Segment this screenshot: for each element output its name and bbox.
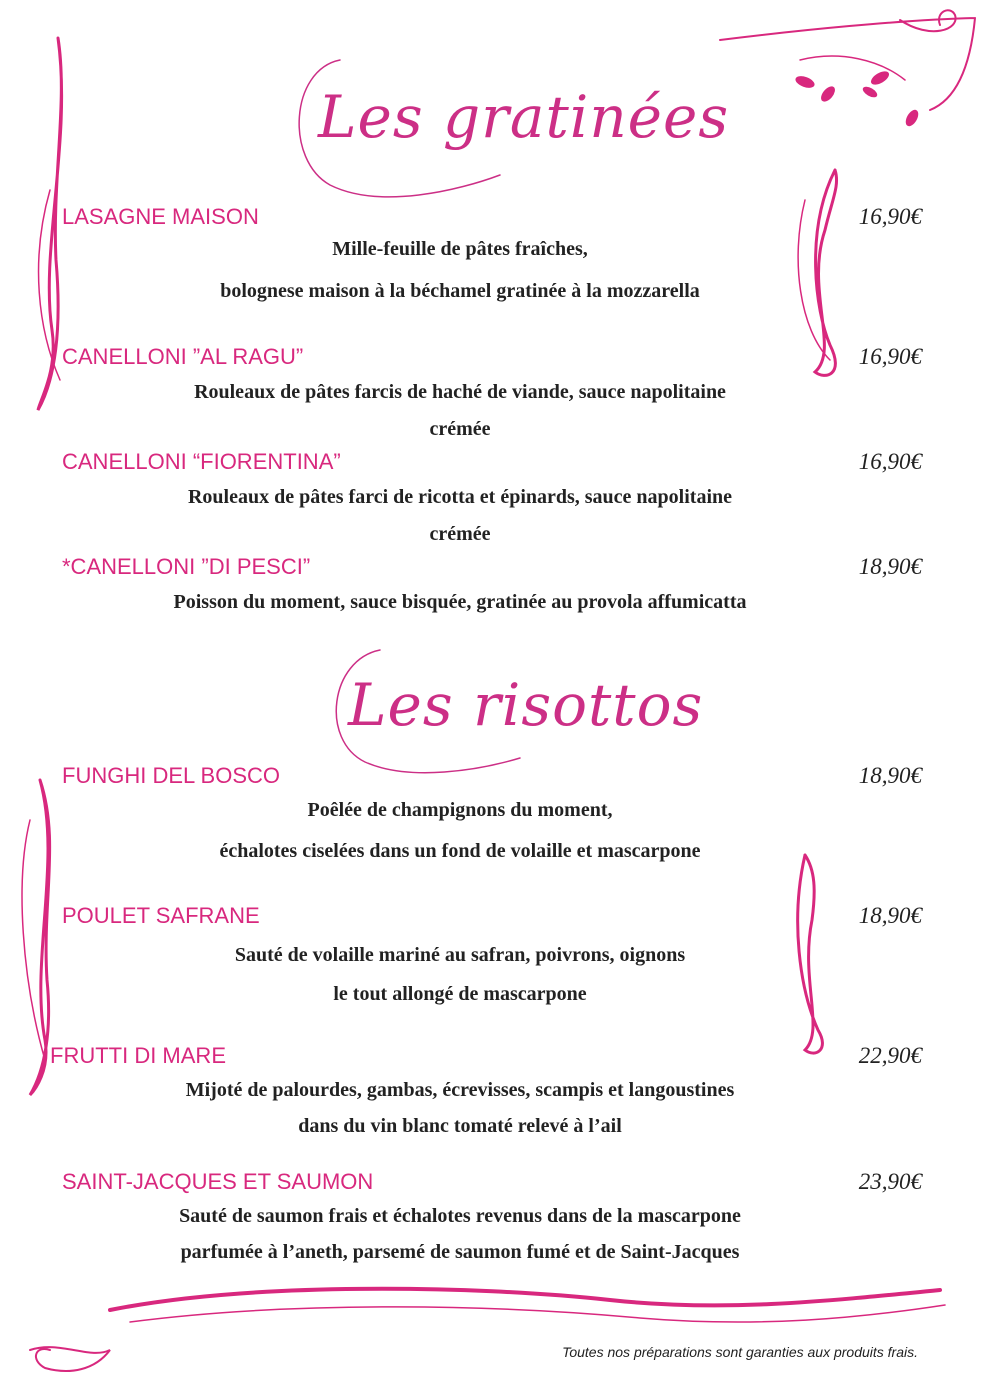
leaf-1 xyxy=(794,74,816,90)
dish-price: 18,90€ xyxy=(858,903,922,928)
dish-description: Rouleaux de pâtes farci de ricotta et épinards, sauce napolitaine xyxy=(187,486,733,508)
dish-price: 18,90€ xyxy=(858,554,922,579)
dish-price: 22,90€ xyxy=(858,1043,922,1068)
dish-price: 23,90€ xyxy=(858,1169,922,1194)
section-title-risottos: Les risottos xyxy=(348,671,704,739)
dish-name: CANELLONI ”AL RAGU” xyxy=(62,344,304,369)
left-flourish-lower xyxy=(30,780,50,1095)
dish-price: 16,90€ xyxy=(858,344,922,369)
leaf-5 xyxy=(903,108,921,129)
dish-description: Poisson du moment, sauce bisquée, gratinée au provola affumicatta xyxy=(173,591,747,613)
dish-description: crémée xyxy=(429,418,491,440)
dish-name: LASAGNE MAISON xyxy=(62,204,259,229)
dish-description: Poêlée de champignons du moment, xyxy=(307,799,613,821)
dish-name: SAINT-JACQUES ET SAUMON xyxy=(62,1169,374,1194)
leaf-4 xyxy=(861,85,879,100)
dish-description: bolognese maison à la béchamel gratinée à la mozzarella xyxy=(220,280,700,302)
dish-description: parfumée à l’aneth, parsemé de saumon fumé et de Saint-Jacques xyxy=(180,1241,740,1263)
dish-description: le tout allongé de mascarpone xyxy=(333,983,587,1005)
right-corner-flourish xyxy=(720,10,975,110)
dish-description: Mille-feuille de pâtes fraîches, xyxy=(332,238,588,260)
dish-description: Sauté de volaille mariné au safran, poivrons, oignons xyxy=(234,944,686,966)
dish-description: échalotes ciselées dans un fond de volaille et mascarpone xyxy=(219,840,701,862)
dish-description: Mijoté de palourdes, gambas, écrevisses, scampis et langoustines xyxy=(185,1079,735,1101)
dish-description: dans du vin blanc tomaté relevé à l’ail xyxy=(298,1115,622,1137)
dish-description: crémée xyxy=(429,523,491,545)
dish-description: Sauté de saumon frais et échalotes revenus dans de la mascarpone xyxy=(179,1205,741,1227)
section-title-gratinees: Les gratinées xyxy=(318,83,730,151)
leaf-3 xyxy=(869,69,891,88)
dish-name: *CANELLONI ”DI PESCI” xyxy=(62,554,311,579)
footer-note: Toutes nos préparations sont garanties aux produits frais. xyxy=(562,1344,918,1360)
dish-name: FUNGHI DEL BOSCO xyxy=(62,763,280,788)
bottom-left-curl xyxy=(30,1347,110,1371)
dish-description: Rouleaux de pâtes farcis de haché de viande, sauce napolitaine xyxy=(194,381,726,403)
dish-name: FRUTTI DI MARE xyxy=(50,1043,226,1068)
dish-name: POULET SAFRANE xyxy=(62,903,260,928)
dish-name: CANELLONI “FIORENTINA” xyxy=(62,449,341,474)
leaf-2 xyxy=(818,84,837,104)
bottom-swash xyxy=(110,1289,940,1310)
dish-price: 18,90€ xyxy=(858,763,922,788)
dish-price: 16,90€ xyxy=(858,204,922,229)
dish-price: 16,90€ xyxy=(858,449,922,474)
